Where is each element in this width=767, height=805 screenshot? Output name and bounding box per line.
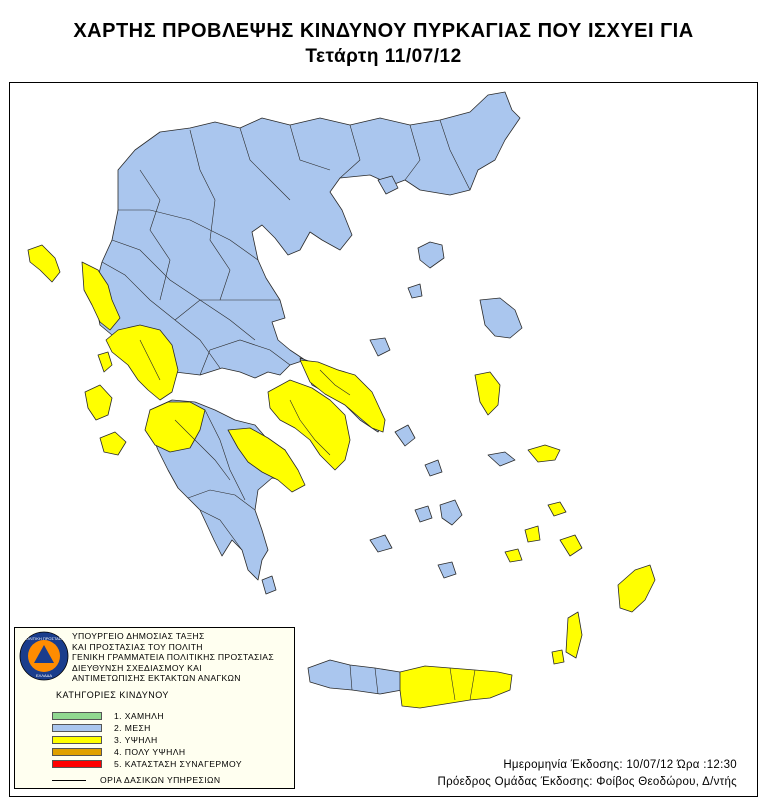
org-line: ΑΝΤΙΜΕΤΩΠΙΣΗΣ ΕΚΤΑΚΤΩΝ ΑΝΑΓΚΩΝ	[72, 673, 241, 683]
issuing-organization	[72, 631, 274, 684]
milos-island	[370, 535, 392, 552]
issue-date: Ημερομηνία Έκδοσης: 10/07/12 Ώρα :12:30	[503, 759, 737, 771]
samos-island	[528, 445, 560, 462]
boundary-line-symbol	[52, 780, 86, 781]
legend-label: 3. ΥΨΗΛΗ	[114, 735, 158, 745]
legend-item-alarm	[52, 759, 242, 769]
legend-item-high	[52, 735, 158, 745]
ikaria-island	[488, 452, 515, 466]
leros-island	[525, 526, 540, 542]
legend-label: 1. ΧΑΜΗΛΗ	[114, 711, 164, 721]
org-line: ΔΙΕΥΘΥΝΣΗ ΣΧΕΔΙΑΣΜΟΥ ΚΑΙ	[72, 662, 202, 673]
zakynthos-island	[100, 432, 126, 455]
issue-chairman: Πρόεδρος Ομάδας Έκδοσης: Φοίβος Θεοδώρου, Δ/ντής	[437, 776, 737, 788]
civil-protection-logo-icon	[19, 631, 69, 681]
map-title: ΧΑΡΤΗΣ ΠΡΟΒΛΕΨΗΣ ΚΙΝΔΥΝΟΥ ΠΥΡΚΑΓΙΑΣ ΠΟΥ ΙΣΧΥΕΙ ΓΙΑ	[73, 20, 694, 42]
legend-panel	[14, 627, 295, 789]
karpathos-island	[566, 612, 582, 658]
samothrace-island	[418, 242, 444, 268]
crete-east-high	[400, 666, 512, 708]
rhodes-island	[618, 565, 655, 612]
legend-label: 4. ΠΟΛΥ ΥΨΗΛΗ	[114, 747, 186, 757]
logo-text-bottom: ΕΛΛΑΔΑ	[35, 673, 53, 678]
org-line: ΓΕΝΙΚΗ ΓΡΑΜΜΑΤΕΙΑ ΠΟΛΙΤΙΚΗΣ ΠΡΟΣΤΑΣΙΑΣ	[72, 652, 274, 662]
legend-label: 5. ΚΑΤΑΣΤΑΣΗ ΣΥΝΑΓΕΡΜΟΥ	[114, 759, 242, 769]
corfu-island	[28, 245, 60, 282]
kythira-island	[262, 576, 276, 594]
legend-swatch	[52, 748, 102, 756]
kefalonia-island	[85, 385, 112, 420]
paros-island	[415, 506, 432, 522]
legend-swatch	[52, 736, 102, 744]
logo-text-top: ΠΟΛΙΤΙΚΗ ΠΡΟΣΤΑΣΙΑ	[22, 636, 66, 641]
astypalaia-island	[505, 549, 522, 562]
org-line: ΥΠΟΥΡΓΕΙΟ ΔΗΜΟΣΙΑΣ ΤΑΞΗΣ	[72, 631, 205, 641]
legend-label: 2. ΜΕΣΗ	[114, 723, 151, 733]
naxos-island	[440, 500, 462, 525]
legend-swatch	[52, 724, 102, 732]
kos-island	[548, 502, 566, 516]
legend-label: ΟΡΙΑ ΔΑΣΙΚΩΝ ΥΠΗΡΕΣΙΩΝ	[100, 775, 221, 785]
map-date: Τετάρτη 11/07/12	[305, 46, 462, 67]
lesvos-island	[480, 298, 522, 338]
legend-item-forest-boundaries	[52, 775, 220, 785]
chios-island	[475, 372, 500, 415]
kasos-island	[552, 650, 564, 664]
org-line: ΚΑΙ ΠΡΟΣΤΑΣΙΑΣ ΤΟΥ ΠΟΛΙΤΗ	[72, 641, 203, 652]
legend-swatch	[52, 760, 102, 768]
santorini-island	[438, 562, 456, 578]
tilos-island	[560, 535, 582, 556]
andros-island	[395, 425, 415, 446]
legend-item-medium	[52, 723, 151, 733]
lefkada-island	[98, 352, 112, 372]
risk-categories-title: ΚΑΤΗΓΟΡΙΕΣ ΚΙΝΔΥΝΟΥ	[56, 690, 169, 700]
skopelos-island	[370, 338, 390, 356]
crete-west-medium	[308, 660, 402, 694]
legend-swatch	[52, 712, 102, 720]
legend-item-very-high	[52, 747, 185, 757]
tinos-island	[425, 460, 442, 476]
legend-item-low	[52, 711, 164, 721]
lemnos-island	[408, 284, 422, 298]
